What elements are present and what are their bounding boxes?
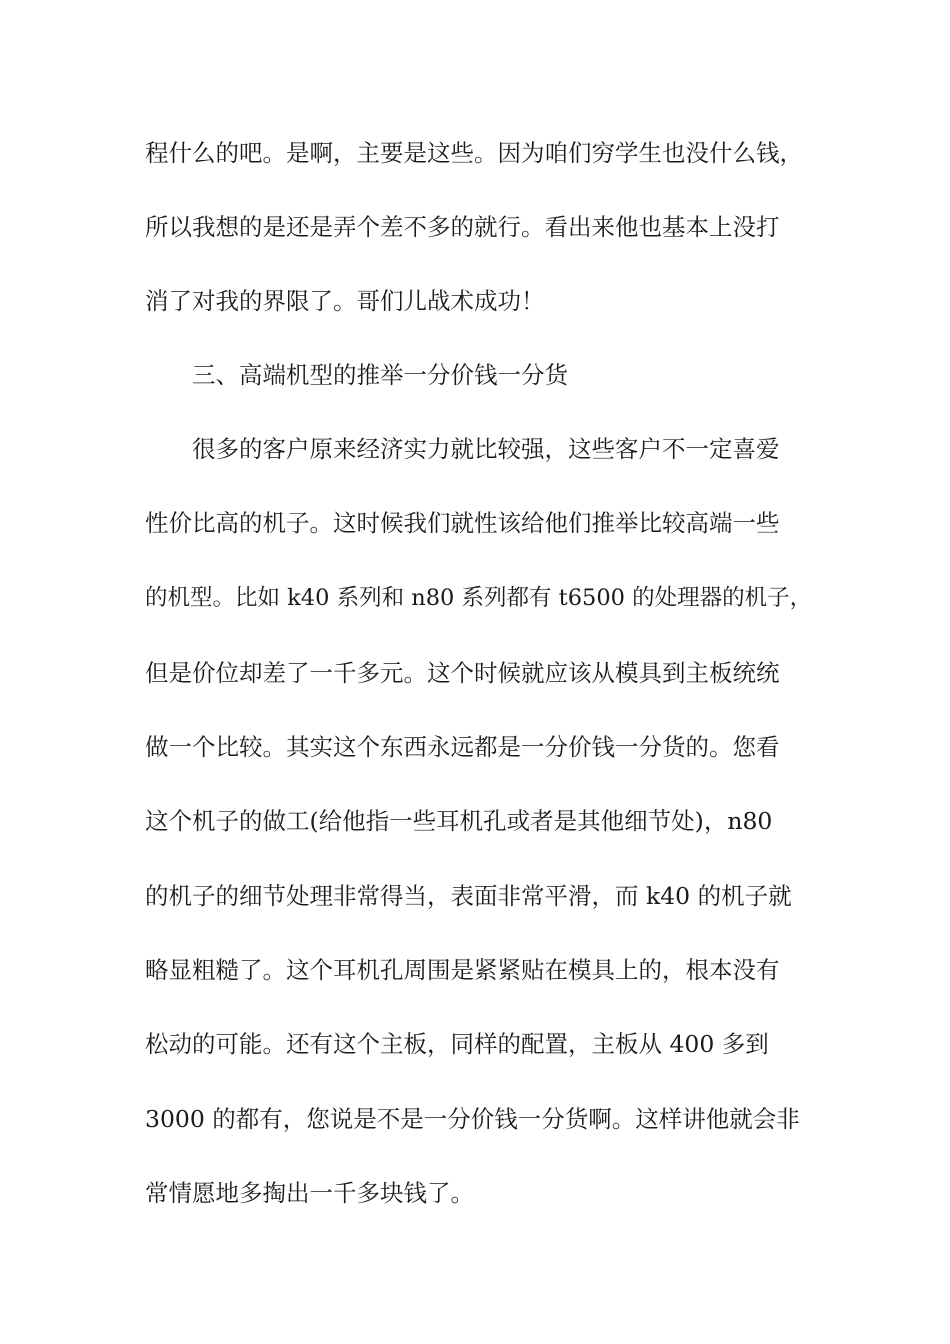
- text-line: 常情愿地多掏出一千多块钱了。: [145, 1179, 474, 1207]
- text-line: 的机型。比如 k40 系列和 n80 系列都有 t6500 的处理器的机子，: [145, 585, 813, 611]
- section-heading: 三、高端机型的推举一分价钱一分货: [192, 361, 568, 389]
- text-line: 所以我想的是还是弄个差不多的就行。看出来他也基本上没打: [145, 213, 780, 241]
- text-line: 的机子的细节处理非常得当，表面非常平滑，而 k40 的机子就: [145, 882, 792, 910]
- text-line: 略显粗糙了。这个耳机孔周围是紧紧贴在模具上的，根本没有: [145, 956, 780, 984]
- text-line: 但是价位却差了一千多元。这个时候就应该从模具到主板统统: [145, 659, 780, 687]
- text-line: 性价比高的机子。这时候我们就性该给他们推举比较高端一些: [145, 509, 780, 537]
- text-line: 程什么的吧。是啊，主要是这些。因为咱们穷学生也没什么钱，: [145, 139, 803, 167]
- text-line: 消了对我的界限了。哥们儿战术成功！: [145, 287, 545, 315]
- text-line: 3000 的都有，您说是不是一分价钱一分货啊。这样讲他就会非: [145, 1105, 800, 1133]
- text-line: 这个机子的做工(给他指一些耳机孔或者是其他细节处)，n80: [145, 807, 773, 835]
- text-line: 做一个比较。其实这个东西永远都是一分价钱一分货的。您看: [145, 733, 780, 761]
- text-line: 松动的可能。还有这个主板，同样的配置，主板从 400 多到: [145, 1030, 769, 1058]
- text-line: 很多的客户原来经济实力就比较强，这些客户不一定喜爱: [192, 435, 780, 463]
